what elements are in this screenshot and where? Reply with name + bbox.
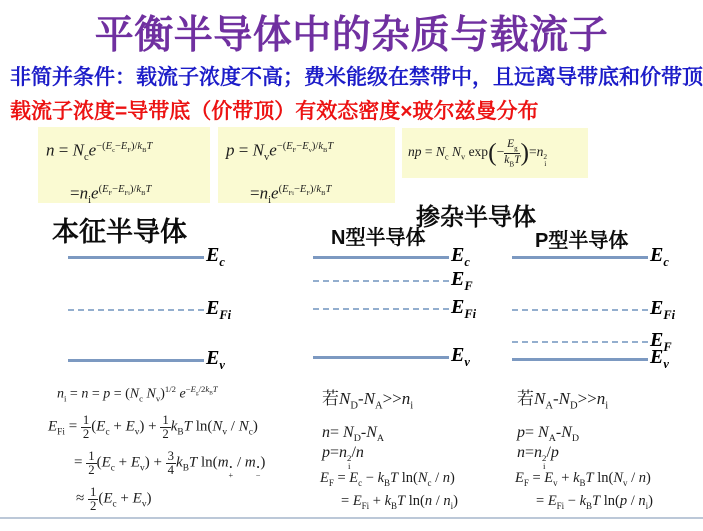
hole-formula-line1: $p = N_ve^{-(E_F-E_v)/k_BT}$ [226, 140, 334, 164]
ntype-efi-level [313, 298, 476, 320]
electron-concentration-formula-box [38, 127, 210, 207]
ptype-ev-level [512, 348, 669, 370]
intrinsic-efi-formula-2: = $\frac{1}{2}$ $(E_c + E_v)$ + $\frac{3}{4}$ $k_BT$ ln(m • + / m • − ) [74, 449, 266, 481]
ptype-ev-line [512, 358, 648, 361]
hole-formula-line2: $=n_ie^{(E_{Fi}-E_F)/k_BT}$ [250, 183, 332, 207]
ptype-n-formula: n=n 2 i /p [517, 444, 559, 472]
ntype-ef-formula-2: = $E_{Fi} + k_BT$ $\ln(n / n_i)$ [341, 493, 458, 511]
ptype-ev-label: $E_v$ [650, 346, 669, 372]
electron-formula-line2: $=n_ie^{(E_F-E_{Fi})/k_BT}$ [70, 183, 152, 207]
intrinsic-semiconductor-heading: 本征半导体 [52, 217, 187, 247]
ntype-ev-line [313, 356, 449, 359]
ptype-p-formula: $p= N_A-N_D$ [517, 424, 580, 445]
ptype-ef-label: $E_F$ [650, 329, 672, 355]
ptype-ec-level [512, 246, 669, 268]
carrier-concentration-rule-text: 载流子浓度=导带底（价带顶）有效态密度×玻尔兹曼分布 [10, 100, 539, 123]
ntype-ef-line [313, 280, 449, 282]
ntype-ev-label: $E_v$ [451, 344, 470, 370]
ntype-ec-label: $E_c$ [451, 244, 470, 270]
intrinsic-ev-line [68, 359, 204, 362]
doped-semiconductor-heading: 掺杂半导体 [416, 204, 536, 231]
intrinsic-ni-formula: $n_i = n = p = (N_c$ $N_v)^{1/2}$ $e^{-E_g/2k_BT}$ [57, 384, 218, 404]
ntype-p-formula: p=n 2 i /n [322, 444, 364, 472]
ptype-ef-line [512, 341, 648, 343]
intrinsic-efi-level [68, 299, 231, 321]
ptype-ef-formula-1: $E_F = E_v + k_BT$ $\ln(N_v / n)$ [515, 470, 651, 488]
nondegenerate-condition-text: 非简并条件：载流子浓度不高；费米能级在禁带中，且远离导带底和价带顶 [10, 66, 703, 89]
ptype-condition: 若$N_A-N_D>>n_i$ [517, 389, 609, 412]
ptype-ef-formula-2: = $E_{Fi} - k_BT$ $\ln(p / n_i)$ [536, 493, 653, 511]
intrinsic-ec-level [68, 246, 225, 268]
ntype-efi-label: $E_{Fi}$ [451, 296, 477, 322]
intrinsic-ev-level [68, 349, 225, 371]
ptype-ec-label: $E_c$ [650, 244, 669, 270]
hole-concentration-formula-box [218, 127, 395, 207]
ntype-ec-level [313, 246, 470, 268]
ntype-ef-level [313, 270, 473, 292]
ptype-ec-line [512, 256, 648, 259]
intrinsic-efi-formula-1: $E_{Fi}$ = $\frac{1}{2}$ $(E_c + E_v)$ + $\frac{1}{2}$ $k_BT$ $\ln(N_v / N_c)$ [48, 413, 258, 442]
electron-formula-line1: $n = N_ce^{-(E_c-E_F)/k_BT}$ [46, 140, 153, 164]
intrinsic-ev-label: $E_v$ [206, 347, 225, 373]
ptype-efi-line [512, 309, 648, 311]
ptype-efi-level [512, 299, 675, 321]
page-title: 平衡半导体中的杂质与载流子 [94, 14, 609, 57]
ntype-ev-level [313, 346, 470, 368]
ntype-efi-line [313, 308, 449, 310]
ntype-n-formula: $n= N_D-N_A$ [322, 424, 385, 445]
intrinsic-efi-label: $E_{Fi}$ [206, 297, 232, 323]
bottom-divider [0, 517, 703, 519]
ntype-ef-formula-1: $E_F = E_c - k_BT$ $\ln(N_c / n)$ [320, 470, 455, 488]
ntype-ef-label: $E_F$ [451, 268, 473, 294]
intrinsic-ec-line [68, 256, 204, 259]
mass-action-law-formula: np = $N_c$ $N_v$ exp(− $\frac{E_g}{k_BT}$ )=n 2 i [408, 137, 548, 168]
mass-action-law-formula-box [402, 128, 588, 178]
ntype-condition: 若$N_D-N_A>>n_i$ [322, 389, 414, 412]
ntype-ec-line [313, 256, 449, 259]
intrinsic-efi-formula-3: ≈ $\frac{1}{2}$ $(E_c + E_v)$ [76, 485, 152, 514]
intrinsic-efi-line [68, 309, 204, 311]
ptype-efi-label: $E_{Fi}$ [650, 297, 676, 323]
intrinsic-ec-label: $E_c$ [206, 244, 225, 270]
n-type-heading: N型半导体 [331, 227, 426, 249]
p-type-heading: P型半导体 [535, 230, 629, 252]
